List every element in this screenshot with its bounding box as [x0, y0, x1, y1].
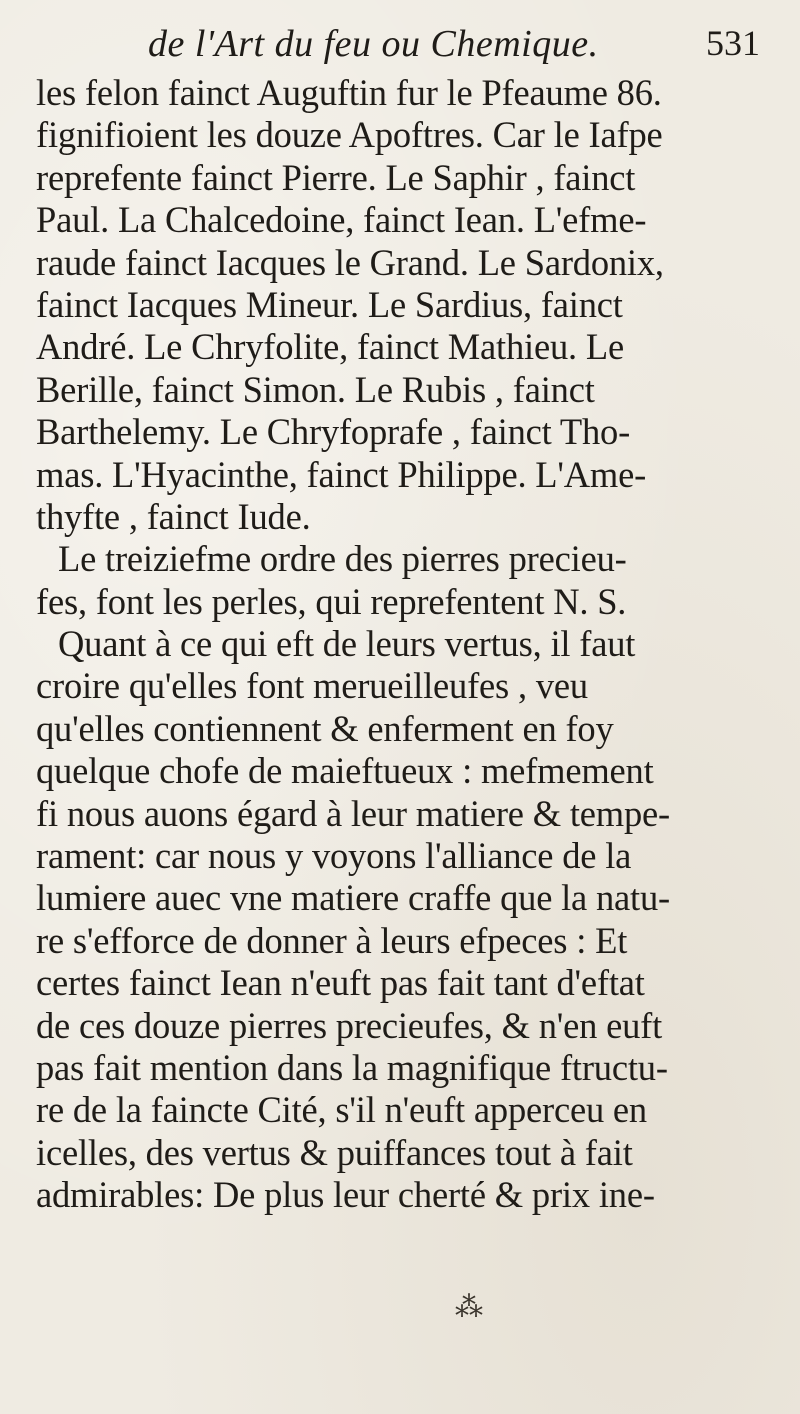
- paragraph-first-line: Quant à ce qui eft de leurs vertus, il faut: [58, 623, 636, 665]
- text-line: raude fainct Iacques le Grand. Le Sardonix,: [36, 241, 664, 283]
- signature-mark: ⁂: [455, 1292, 483, 1323]
- text-line: croire qu'elles font merueilleufes , veu: [36, 665, 588, 707]
- text-line: fignifioient les douze Apoftres. Car le Iafpe: [36, 114, 663, 156]
- text-line: fes, font les perles, qui reprefentent N. S.: [36, 580, 627, 622]
- running-title: de l'Art du feu ou Chemique.: [148, 23, 599, 65]
- text-line: de ces douze pierres precieufes, & n'en euft: [36, 1004, 663, 1046]
- body-text: [36, 72, 796, 1217]
- page-number: 531: [706, 23, 760, 63]
- text-line: reprefente fainct Pierre. Le Saphir , fainct: [36, 156, 636, 198]
- text-line: re s'efforce de donner à leurs efpeces : Et: [36, 919, 628, 961]
- text-line: mas. L'Hyacinthe, fainct Philippe. L'Ame-: [36, 453, 647, 495]
- text-line: pas fait mention dans la magnifique ftructu-: [36, 1046, 668, 1088]
- text-line: Paul. La Chalcedoine, fainct Iean. L'efme-: [36, 199, 647, 241]
- text-line: icelles, des vertus & puiffances tout à fait: [36, 1131, 633, 1173]
- text-line: admirables: De plus leur cherté & prix ine-: [36, 1174, 655, 1216]
- paragraph-first-line: Le treiziefme ordre des pierres precieu-: [58, 538, 627, 580]
- text-line: rament: car nous y voyons l'alliance de la: [36, 835, 632, 877]
- text-line: les felon fainct Auguftin fur le Pfeaume 86.: [36, 72, 662, 113]
- text-line: fainct Iacques Mineur. Le Sardius, fainct: [36, 283, 623, 325]
- text-line: certes fainct Iean n'euft pas fait tant d'eftat: [36, 962, 645, 1004]
- text-line: fi nous auons égard à leur matiere & tempe-: [36, 792, 670, 834]
- text-line: qu'elles contiennent & enferment en foy: [36, 707, 614, 749]
- text-line: thyfte , fainct Iude.: [36, 495, 311, 537]
- text-line: Berille, fainct Simon. Le Rubis , fainct: [36, 368, 595, 410]
- running-head: [0, 18, 800, 68]
- text-line: quelque chofe de maieftueux : mefmement: [36, 750, 654, 792]
- text-line: Barthelemy. Le Chryfoprafe , fainct Tho-: [36, 411, 631, 453]
- text-line: André. Le Chryfolite, fainct Mathieu. Le: [36, 326, 624, 368]
- text-line: lumiere auec vne matiere craffe que la natu-: [36, 877, 670, 919]
- text-line: re de la faincte Cité, s'il n'euft apperceu en: [36, 1089, 647, 1131]
